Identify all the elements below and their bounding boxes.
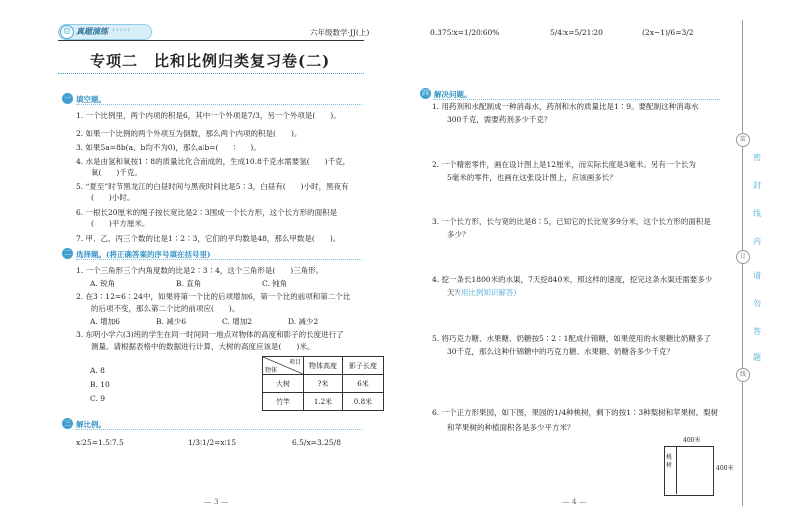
section-divider bbox=[76, 104, 362, 105]
ratio-equation: 6.5/x=3.25/8 bbox=[292, 438, 341, 447]
table-cell: 竹竿 bbox=[263, 393, 304, 411]
choice-option: C. 增加2 bbox=[222, 317, 253, 326]
problem-text: 5. 将巧克力糖、水果糖、奶糖按5∶2∶1配成什锦糖，如果使用的水果糖比奶糖多了 bbox=[432, 334, 711, 343]
title-divider bbox=[58, 73, 364, 74]
margin-char: 题 bbox=[753, 353, 761, 362]
margin-char: 答 bbox=[753, 327, 761, 336]
section-number-badge: 一 bbox=[64, 94, 71, 102]
page-title: 专项二 比和比例归类复习卷(二) bbox=[90, 52, 331, 70]
choice-option: C. 钝角 bbox=[262, 279, 288, 288]
choice-question: 测量。请根据表格中的数据进行计算，大树的高度应该是( )米。 bbox=[76, 342, 315, 351]
section-divider bbox=[76, 429, 362, 430]
binding-circle: 装 bbox=[736, 133, 750, 147]
section-fill-header bbox=[62, 93, 362, 105]
section-label: 解决问题。 bbox=[434, 90, 472, 99]
choice-option: B. 10 bbox=[90, 380, 110, 389]
table-corner-bottom: 物体 bbox=[265, 367, 278, 374]
chevrons-icon: ››››› bbox=[112, 26, 131, 34]
fill-item: 7. 甲、乙、丙三个数的比是1∶2∶3，它们的平均数是48，那么甲数是( )。 bbox=[76, 234, 341, 243]
table-corner-cell bbox=[263, 357, 304, 375]
problem-text: 3. 一个长方形，长与宽的比是8∶5，已知它的长比宽多9分米，这个长方形的面积是 bbox=[432, 217, 711, 226]
margin-char: 勿 bbox=[753, 299, 761, 308]
page-number-left: — 3 — bbox=[204, 497, 229, 506]
choice-option: D. 减少2 bbox=[288, 317, 319, 326]
fill-item: 5. “夏至”时节黑龙江的白昼时间与黑夜时间比是5∶3，白昼有( )小时，黑夜有 bbox=[76, 182, 349, 191]
table-cell: 6米 bbox=[343, 375, 384, 393]
problem-text: 1. 用药剂和水配制成一种消毒水，药剂和水的质量比是1∶9。要配制这种消毒水 bbox=[432, 102, 699, 111]
choice-option: A. 锐角 bbox=[90, 279, 116, 288]
section-label: 选择题。(将正确答案的序号填在括号里) bbox=[76, 250, 211, 259]
section-label: 填空题。 bbox=[76, 95, 106, 104]
peach-label: 桃树 bbox=[666, 454, 673, 469]
table-corner-top: 项目 bbox=[288, 359, 301, 366]
header-subject: 六年级数学·JJ(上) bbox=[310, 28, 370, 37]
problem-text: 6. 一个正方形果园，如下图，果园的1/4种桃树，剩下的按1∶3种梨树和苹果树。梨树 bbox=[432, 408, 719, 417]
fill-item: 2. 如果一个比例的两个外项互为倒数，那么两个内项的积是( )。 bbox=[76, 129, 302, 138]
fill-item: 4. 水是由氢和氧按1∶8的质量比化合而成的，生成10.8千克水需要氢( )千克， bbox=[76, 157, 351, 166]
ratio-equation: x∶25=1.5∶7.5 bbox=[76, 438, 124, 447]
choice-option: B. 减少6 bbox=[156, 317, 187, 326]
section-number-badge: 三 bbox=[64, 419, 71, 427]
fill-item: ( )平方厘米。 bbox=[76, 219, 150, 228]
table-cell: 1.2米 bbox=[304, 393, 343, 411]
fill-item: 氧( )千克。 bbox=[76, 168, 142, 177]
binding-circle: 订 bbox=[736, 250, 750, 264]
choice-question: 的后项不变，那么第二个比的前项应( )。 bbox=[76, 304, 240, 313]
problem-text: 5毫米的零件，也画在这张设计图上，应该画多长？ bbox=[432, 173, 617, 182]
smiley-icon: ☺ bbox=[60, 25, 74, 39]
section-divider bbox=[434, 99, 720, 100]
problem-text: 多少？ bbox=[432, 230, 470, 239]
margin-char: 密 bbox=[753, 153, 761, 162]
margin-char: 线 bbox=[753, 209, 761, 218]
section-solve-header bbox=[420, 88, 720, 100]
binding-circle: 线 bbox=[736, 368, 750, 382]
section-number-badge: 四 bbox=[422, 89, 429, 97]
table-header: 影子长度 bbox=[343, 357, 384, 375]
problem-text: 4. 挖一条长1800米的水渠，7天挖840米，照这样的速度，挖完这条水渠还需要多少 bbox=[432, 275, 713, 284]
choice-question: 1. 一个三角形三个内角度数的比是2∶3∶4，这个三角形是( )三角形。 bbox=[76, 266, 324, 275]
page-number-right: — 4 — bbox=[562, 497, 587, 506]
header-badge-text: 真题演练 bbox=[76, 26, 108, 36]
fill-item: 1. 一个比例里，两个内项的积是6，其中一个外项是7/3，另一个外项是( )。 bbox=[76, 111, 341, 120]
table-row bbox=[263, 393, 384, 411]
margin-char: 请 bbox=[753, 271, 761, 280]
problem-text: 300千克，需要药剂多少千克？ bbox=[432, 115, 552, 124]
ratio-equation: 0.375∶x=1/20∶60% bbox=[430, 28, 500, 37]
table-cell: ?米 bbox=[304, 375, 343, 393]
diagram-top-label: 400米 bbox=[683, 437, 701, 444]
choice-option: A. 8 bbox=[90, 366, 105, 375]
choice-question: 2. 在3∶12=6∶24中，如果将第一个比的后项增加6，第一个比的前项和第二个比 bbox=[76, 292, 351, 301]
fill-item: 6. 一根长20厘米的绳子按长宽比是2∶3围成一个长方形，这个长方形的面积是 bbox=[76, 208, 338, 217]
margin-char: 封 bbox=[753, 181, 761, 190]
choice-option: A. 增加6 bbox=[90, 317, 120, 326]
margin-char: 内 bbox=[753, 237, 761, 246]
header-divider bbox=[58, 40, 364, 41]
fill-item: ( )小时。 bbox=[76, 193, 135, 202]
problem-text: 30千克，那么这种什锦糖中的巧克力糖、水果糖、奶糖各多少千克？ bbox=[432, 347, 675, 356]
section-number-badge: 二 bbox=[64, 249, 71, 257]
section-label: 解比例。 bbox=[76, 420, 106, 429]
ratio-equation: 1/3∶1/2=x∶15 bbox=[188, 438, 237, 447]
ratio-equation: 5/4∶x=5/21∶20 bbox=[550, 28, 603, 37]
choice-question: 3. 东明小学六(3)班的学生在同一时间同一地点对物体的高度和影子的长度进行了 bbox=[76, 330, 344, 339]
ratio-equation: (2x−1)/6=3/2 bbox=[642, 28, 694, 37]
measurement-table bbox=[262, 356, 384, 411]
section-divider bbox=[76, 259, 362, 260]
choice-option: B. 直角 bbox=[176, 279, 202, 288]
section-choice-header bbox=[62, 248, 362, 260]
problem-text: 和苹果树的种植面积各是多少平方米？ bbox=[432, 423, 575, 432]
table-cell: 大树 bbox=[263, 375, 304, 393]
table-row bbox=[263, 375, 384, 393]
table-cell: 0.8米 bbox=[343, 393, 384, 411]
hint-text: (用比例知识解答) bbox=[458, 288, 517, 297]
choice-option: C. 9 bbox=[90, 394, 106, 403]
problem-text: 天？ bbox=[432, 288, 462, 297]
problem-text: 2. 一个精密零件，画在设计图上是12厘米，而实际长度是3毫米。另有一个长为 bbox=[432, 160, 696, 169]
table-header: 物体高度 bbox=[304, 357, 343, 375]
diagram-side-label: 400米 bbox=[716, 465, 734, 472]
fill-item: 3. 如果5a=8b(a、b均不为0)，那么a∶b=( ∶ )。 bbox=[76, 143, 261, 152]
section-ratio-header bbox=[62, 418, 362, 430]
